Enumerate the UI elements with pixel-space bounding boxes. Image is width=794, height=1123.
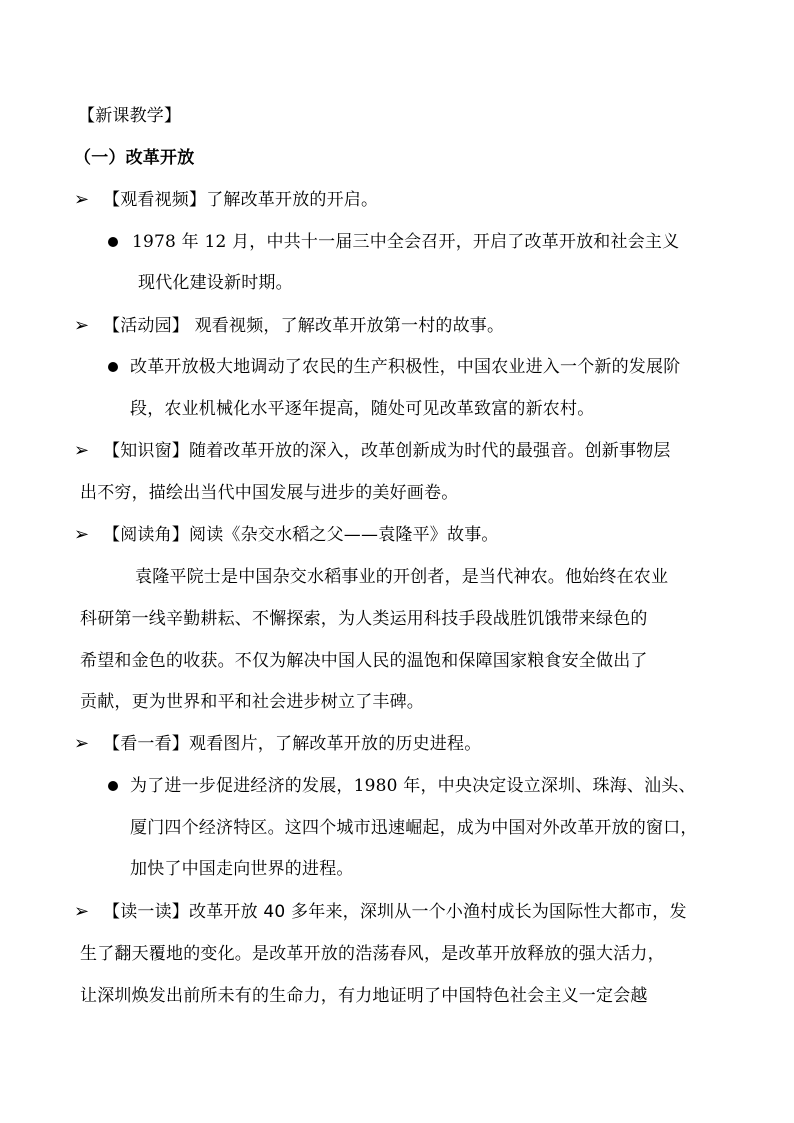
- section-header: 【新课教学】: [78, 106, 182, 126]
- item4-para-line4: 贡献，更为世界和平和社会进步树立了丰碑。: [80, 692, 424, 712]
- item4-para-line2: 科研第一线辛勤耕耘、不懈探索，为人类运用科技手段战胜饥饿带来绿色的: [80, 609, 648, 629]
- round-bullet-icon: [108, 237, 118, 247]
- round-bullet-icon: [108, 362, 118, 372]
- item1-sub1-line1: 1978 年 12 月，中共十一届三中全会召开，开启了改革开放和社会主义: [132, 232, 680, 252]
- arrow-bullet-icon: ➢: [74, 524, 90, 545]
- arrow-bullet-icon: ➢: [74, 315, 90, 336]
- item2-sub1-line2: 段，农业机械化水平逐年提高，随处可见改革致富的新农村。: [130, 399, 595, 419]
- item2-heading: 【活动园】 观看视频，了解改革开放第一村的故事。: [103, 316, 505, 336]
- item3-line2: 出不穷，描绘出当代中国发展与进步的美好画卷。: [80, 483, 459, 503]
- arrow-bullet-icon: ➢: [74, 901, 90, 922]
- item5-sub1-line3: 加快了中国走向世界的进程。: [130, 859, 354, 879]
- item4-para-line3: 希望和金色的收获。不仅为解决中国人民的温饱和保障国家粮食安全做出了: [80, 651, 648, 671]
- arrow-bullet-icon: ➢: [74, 440, 90, 461]
- arrow-bullet-icon: ➢: [74, 733, 90, 754]
- item3-line1: 【知识窗】随着改革开放的深入，改革创新成为时代的最强音。创新事物层: [103, 441, 671, 461]
- arrow-bullet-icon: ➢: [74, 189, 90, 210]
- item6-line2: 生了翻天覆地的变化。是改革开放的浩荡春风，是改革开放释放的强大活力，: [80, 944, 665, 964]
- item4-para-line1: 袁隆平院士是中国杂交水稻事业的开创者，是当代神农。他始终在农业: [135, 567, 669, 587]
- item5-sub1-line1: 为了进一步促进经济的发展，1980 年，中央决定设立深圳、珠海、汕头、: [130, 776, 696, 796]
- item6-line3: 让深圳焕发出前所未有的生命力，有力地证明了中国特色社会主义一定会越: [80, 986, 648, 1006]
- item2-sub1-line1: 改革开放极大地调动了农民的生产积极性，中国农业进入一个新的发展阶: [130, 357, 681, 377]
- subsection-title: （一）改革开放: [74, 148, 195, 168]
- item1-heading: 【观看视频】了解改革开放的开启。: [103, 190, 379, 210]
- item1-sub1-line2: 现代化建设新时期。: [138, 273, 293, 293]
- item5-heading: 【看一看】观看图片，了解改革开放的历史进程。: [103, 734, 482, 754]
- round-bullet-icon: [108, 781, 118, 791]
- item5-sub1-line2: 厦门四个经济特区。这四个城市迅速崛起，成为中国对外改革开放的窗口，: [130, 818, 698, 838]
- item6-line1: 【读一读】改革开放 40 多年来，深圳从一个小渔村成长为国际性大都市，发: [103, 902, 687, 922]
- item4-heading: 【阅读角】阅读《杂交水稻之父——袁隆平》故事。: [103, 525, 499, 545]
